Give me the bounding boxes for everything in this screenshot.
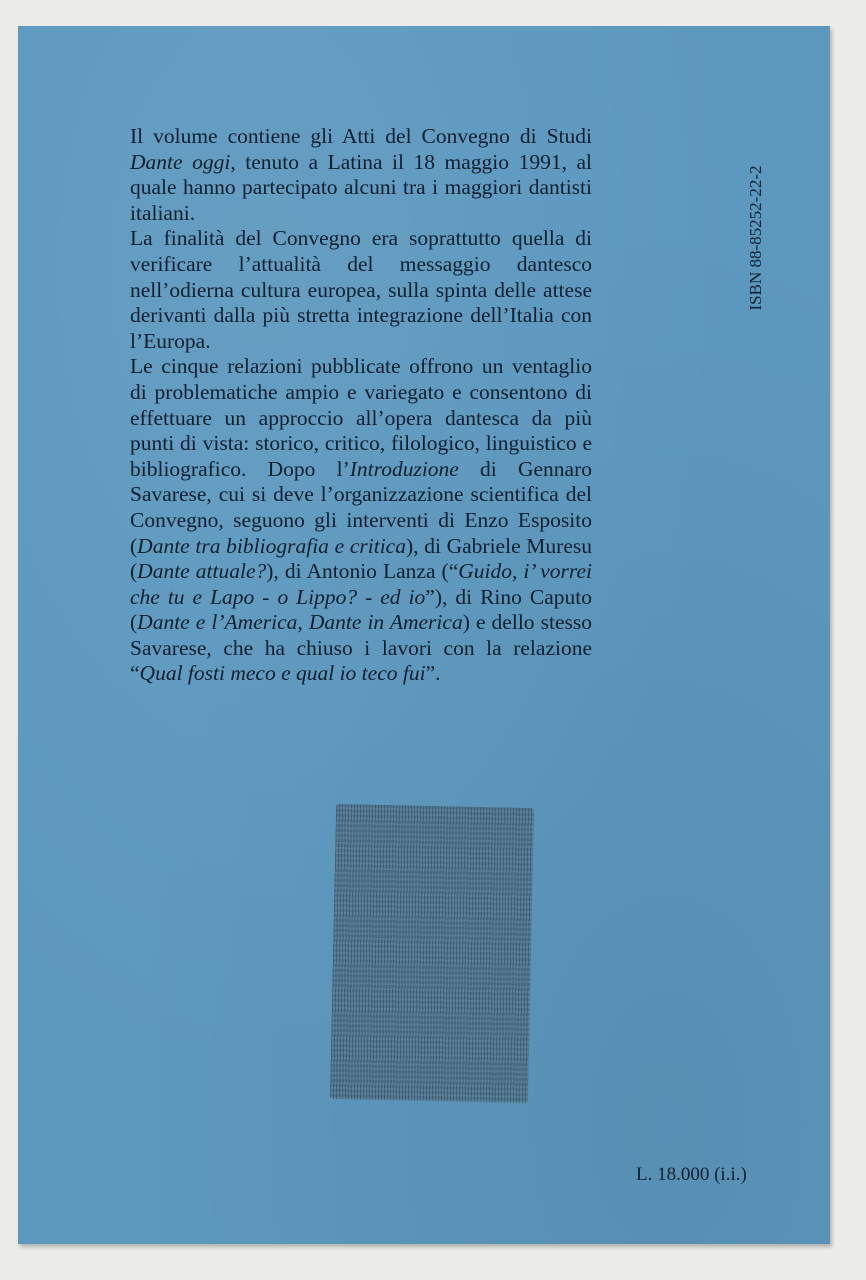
text-run: ”. bbox=[425, 661, 441, 686]
blurb-paragraph-2 bbox=[130, 226, 592, 354]
italic-title-run: Dante oggi bbox=[130, 149, 231, 174]
price-label: L. 18.000 (i.i.) bbox=[636, 1164, 747, 1185]
italic-title-run: Guido, i’ vorrei che tu e Lapo - o Lippo? - ed io bbox=[130, 559, 592, 609]
italic-title-run: Qual fosti meco e qual io teco fui bbox=[139, 661, 426, 686]
blurb-text bbox=[130, 124, 592, 687]
ink-stamp-mark bbox=[330, 804, 534, 1103]
italic-title-run: Introduzione bbox=[349, 456, 459, 481]
book-back-cover bbox=[18, 26, 830, 1244]
text-run: , tenuto a Latina il 18 maggio 1991, al quale hanno partecipato alcuni tra i maggiori dantisti italiani. bbox=[130, 149, 592, 225]
text-run: Le cinque relazioni pubblicate offrono un ventaglio di problematiche ampio e variegato e consentono di effettuare un approccio all’opera dantesca da più punti di vista: storico, critico, filologico, linguistico e bibliografico. Dopo l’ bbox=[130, 354, 592, 481]
blurb-paragraph-3 bbox=[130, 354, 592, 687]
text-run: ”), di Rino Caputo ( bbox=[130, 584, 592, 635]
text-run: ) e dello stesso Savarese, che ha chiuso i lavori con la relazione “ bbox=[130, 610, 592, 686]
isbn-code bbox=[743, 138, 769, 338]
text-run: La finalità del Convegno era soprattutto quella di verificare l’attualità del messaggio dantesco nell’odierna cultura europea, sulla spinta delle attese derivanti dalla più stretta integrazione dell’Italia con l’Europa. bbox=[130, 226, 592, 353]
italic-title-run: Dante tra bibliografia e critica bbox=[137, 533, 406, 558]
text-run: di Gennaro Savarese, cui si deve l’organizzazione scientifica del Convegno, seguono gli interventi di Enzo Esposito ( bbox=[130, 456, 592, 558]
italic-title-run: Dante attuale? bbox=[137, 559, 267, 584]
text-run: Il volume contiene gli Atti del Convegno di Studi bbox=[130, 124, 592, 148]
italic-title-run: Dante e l’America, Dante in America bbox=[137, 610, 463, 635]
text-run: ), di Antonio Lanza (“ bbox=[266, 559, 459, 584]
isbn-text: ISBN 88-85252-22-2 bbox=[746, 165, 765, 311]
blurb-paragraph-1 bbox=[130, 124, 592, 226]
text-run: ), di Gabriele Muresu ( bbox=[130, 533, 592, 584]
